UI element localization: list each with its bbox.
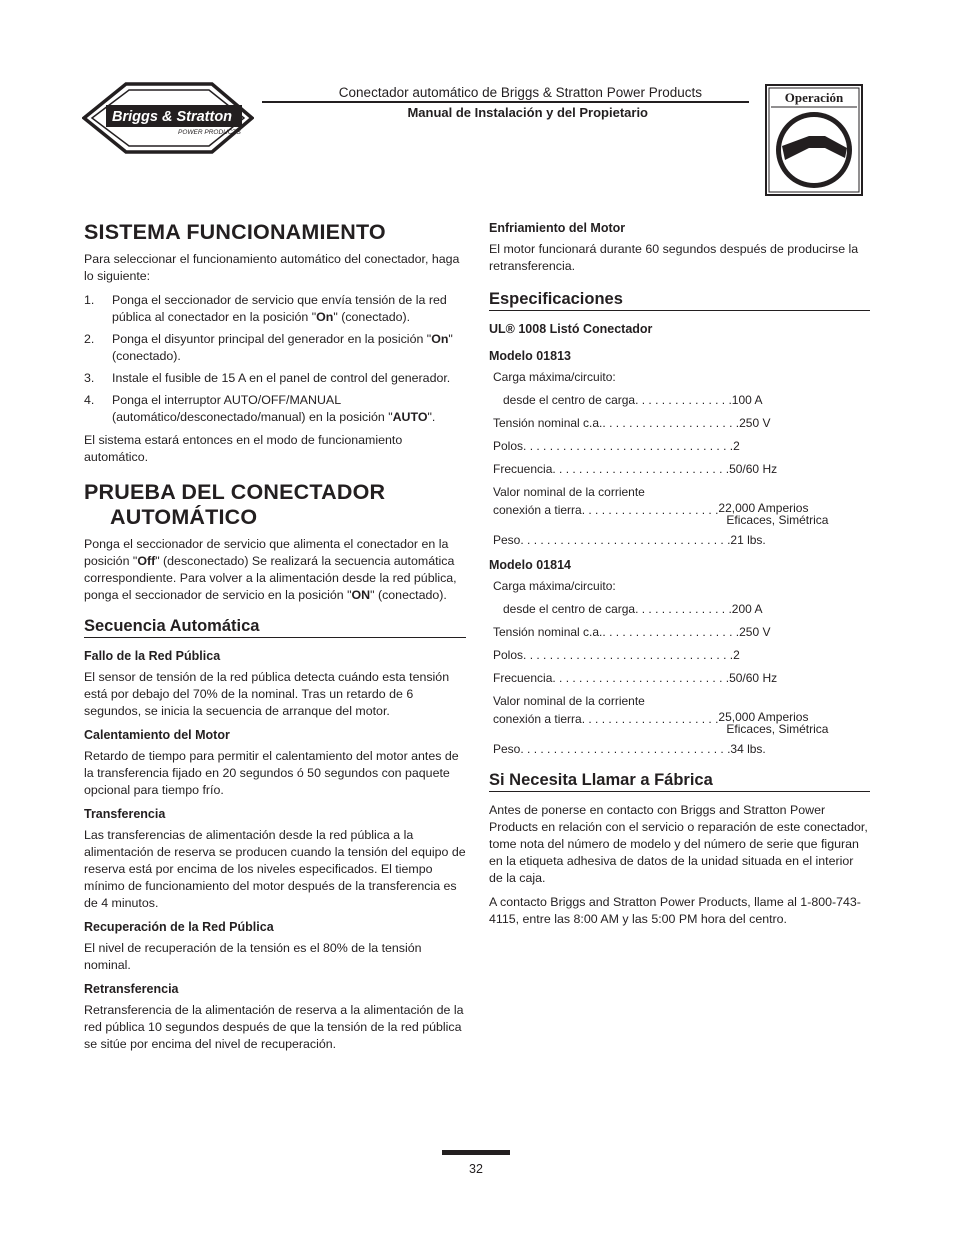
section-title-prueba: PRUEBA DEL CONECTADOR AUTOMÁTICO xyxy=(84,480,386,529)
spec-row: Carga máxima/circuito: xyxy=(493,370,616,384)
spec-table xyxy=(493,578,870,758)
spec-row: Frecuencia . . . . . . . . . . . . . . . . . . . . . . . . . . . 50/60 Hz xyxy=(493,671,778,685)
spec-row: desde el centro de carga . . . . . . . . . . . . . . . 200 A xyxy=(503,602,763,616)
item-text: Las transferencias de alimentación desde la red pública a la alimentación de reserva se producen cuando la tensión del equipo de reserva está por encima de los niveles especificados. El tiempo mínimo de funcionamiento del motor después de la transferencia es de 4 minutos. xyxy=(84,828,466,910)
item-text: Retransferencia de la alimentación de reserva a la alimentación de la red pública 10 segundos después de que la tensión de la red pública se sitúe por encima del nivel de recuperación. xyxy=(84,1003,464,1051)
item-text: Retardo de tiempo para permitir el calentamiento del motor antes de la transferencia fijado en 20 segundos ó 50 segundos con paquete opcional para tiempo frío. xyxy=(84,749,459,797)
section-title-llamar: Si Necesita Llamar a Fábrica xyxy=(489,772,870,792)
item-heading: Transferencia xyxy=(84,807,166,821)
spec-row: Polos . . . . . . . . . . . . . . . . . . . . . . . . . . . . . . . . 2 xyxy=(493,648,740,662)
spec-row: desde el centro de carga . . . . . . . . . . . . . . . 100 A xyxy=(503,393,763,407)
item-text: El nivel de recuperación de la tensión es el 80% de la tensión nominal. xyxy=(84,941,422,972)
ul-heading: UL® 1008 Listó Conectador xyxy=(489,322,653,336)
list-item: 1. Ponga el seccionador de servicio que envía tensión de la red pública al conectador en la posición "On" (conectado). xyxy=(84,293,447,324)
spec-row: Tensión nominal c.a. . . . . . . . . . . . . . . . . . . . . . 250 V xyxy=(493,625,771,639)
svg-text:POWER PRODUCTS: POWER PRODUCTS xyxy=(178,129,241,136)
spec-table xyxy=(493,369,870,549)
s2-paragraph: Ponga el seccionador de servicio que alimenta el conectador en la posición "Off" (desconectado) Se realizará la secuencia automática correspondiente. Para volver a la alimentación desde la red pública, ponga el seccionador de servicio en la posición "ON" (conectado). xyxy=(84,537,457,602)
cooling-text: El motor funcionará durante 60 segundos después de producirse la retransferencia. xyxy=(489,242,859,273)
s1-outro: El sistema estará entonces en el modo de funcionamiento automático. xyxy=(84,433,403,464)
item-heading: Calentamiento del Motor xyxy=(84,728,230,742)
page-number: 32 xyxy=(469,1162,483,1176)
left-column xyxy=(84,220,466,1060)
list-item: 2. Ponga el disyuntor principal del generador en la posición "On" (conectado). xyxy=(84,332,453,363)
svg-text:Operación: Operación xyxy=(784,90,844,105)
briggs-stratton-logo xyxy=(82,82,254,154)
spec-row: Carga máxima/circuito: xyxy=(493,579,616,593)
header-title: Conectador automático de Briggs & Stratton Power Products xyxy=(338,85,702,100)
call-paragraph-2: A contacto Briggs and Stratton Power Products, llame al 1-800-743-4115, entre las 8:00 AM y las 5:00 PM hora del centro. xyxy=(489,895,861,926)
spec-row: Polos . . . . . . . . . . . . . . . . . . . . . . . . . . . . . . . . 2 xyxy=(493,439,740,453)
s1-steps xyxy=(84,292,466,426)
footer-bar xyxy=(442,1150,510,1155)
cooling-heading: Enfriamiento del Motor xyxy=(489,221,626,235)
spec-row: Peso . . . . . . . . . . . . . . . . . . . . . . . . . . . . . . . . 21 lbs. xyxy=(493,533,766,547)
model-heading: Modelo 01814 xyxy=(489,558,571,572)
item-heading: Fallo de la Red Pública xyxy=(84,649,221,663)
item-text: El sensor de tensión de la red pública detecta cuándo esta tensión está por debajo del 70% de la nominal. Tras un retardo de 6 segundos, se inicia la secuencia de arranque del motor. xyxy=(84,670,450,718)
section-title-sistema: SISTEMA FUNCIONAMIENTO xyxy=(84,220,386,244)
item-heading: Recuperación de la Red Pública xyxy=(84,920,274,934)
spec-row: conexión a tierra . . . . . . . . . . . . . . . . . . . . . 25,000 Amperios Eficaces, Simétrica xyxy=(493,710,829,736)
svg-text:Briggs & Stratton: Briggs & Stratton xyxy=(112,109,233,125)
spec-row: Valor nominal de la corriente xyxy=(493,694,645,708)
spec-row: Frecuencia . . . . . . . . . . . . . . . . . . . . . . . . . . . 50/60 Hz xyxy=(493,462,778,476)
header-rule xyxy=(262,101,749,103)
item-heading: Retransferencia xyxy=(84,982,179,996)
section-title-secuencia: Secuencia Automática xyxy=(84,618,466,638)
model-heading: Modelo 01813 xyxy=(489,349,571,363)
spec-row: Valor nominal de la corriente xyxy=(493,485,645,499)
list-item: 3. Instale el fusible de 15 A en el panel de control del generador. xyxy=(84,371,451,385)
header-subtitle: Manual de Instalación y del Propietario xyxy=(407,105,648,120)
right-column xyxy=(489,220,870,935)
list-item: 4. Ponga el interruptor AUTO/OFF/MANUAL (automático/desconectado/manual) en la posición "AUTO". xyxy=(84,393,436,424)
spec-row: conexión a tierra . . . . . . . . . . . . . . . . . . . . . 22,000 Amperios Eficaces, Simétrica xyxy=(493,501,829,527)
section-title-especificaciones: Especificaciones xyxy=(489,291,870,311)
s1-intro: Para seleccionar el funcionamiento automático del conectador, haga lo siguiente: xyxy=(84,252,460,283)
operation-badge-icon xyxy=(765,84,863,196)
spec-row: Tensión nominal c.a. . . . . . . . . . . . . . . . . . . . . . 250 V xyxy=(493,416,771,430)
spec-row: Peso . . . . . . . . . . . . . . . . . . . . . . . . . . . . . . . . 34 lbs. xyxy=(493,742,766,756)
call-paragraph-1: Antes de ponerse en contacto con Briggs and Stratton Power Products en relación con el servicio o reparación de este conectador, tome nota del número de modelo y del número de serie que figuran en la etiqueta adhesiva de datos de la unidad situada en el interior de la caja. xyxy=(489,803,868,885)
